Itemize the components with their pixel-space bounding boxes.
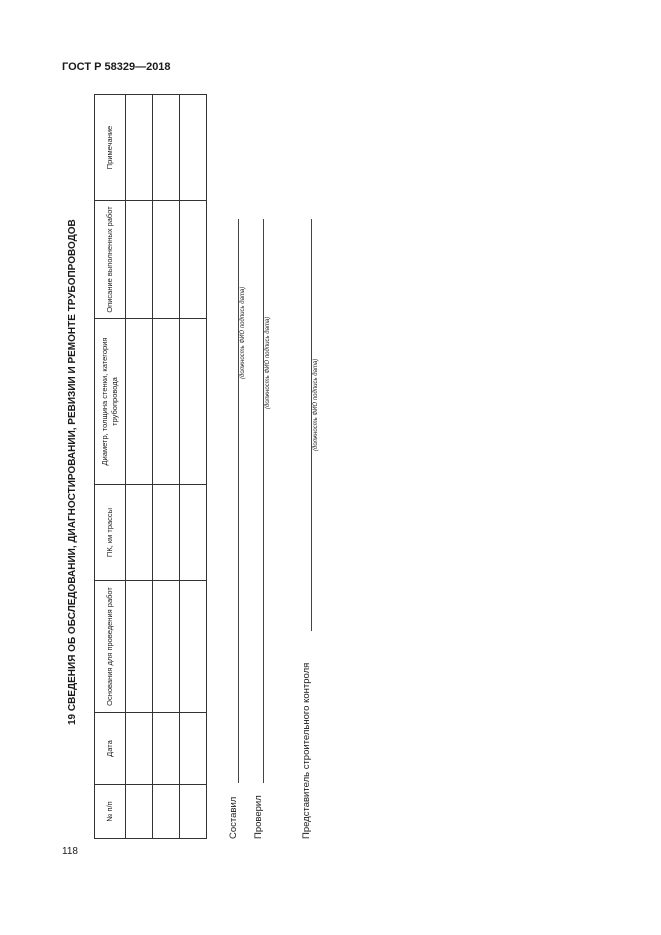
records-table [94,94,207,839]
table-cell[interactable] [180,581,207,713]
table-cell[interactable] [153,785,180,839]
signature-compiled-label: Составил [228,796,239,839]
table-cell[interactable] [180,95,207,201]
document-header: ГОСТ Р 58329—2018 [62,61,171,73]
table-cell[interactable] [126,319,153,485]
signature-representative [291,219,321,839]
table-cell[interactable] [126,581,153,713]
table-cell[interactable] [126,95,153,201]
table-cell[interactable] [126,713,153,785]
table-row [180,95,207,839]
table-cell[interactable] [126,201,153,319]
signature-checked-hint: (должность ФИО подпись дата) [265,316,271,409]
table-cell[interactable] [180,485,207,581]
table-cell[interactable] [153,485,180,581]
table-row [126,95,153,839]
table-cell[interactable] [126,485,153,581]
column-header-diameter: Диаметр, толщина стенки, категория трубопровода [95,319,126,485]
table-cell[interactable] [153,319,180,485]
table-cell[interactable] [153,581,180,713]
signature-representative-hint: (должность ФИО подпись дата) [313,358,319,451]
column-header-work-description: Описание выполненных работ [95,201,126,319]
table-cell[interactable] [180,713,207,785]
column-header-basis: Основания для проведения работ [95,581,126,713]
table-cell[interactable] [153,713,180,785]
signature-compiled-hint: (должность ФИО подпись дата) [240,286,246,379]
signature-checked-label: Проверил [253,795,264,839]
table-row [153,95,180,839]
signature-compiled-line[interactable] [238,219,239,783]
column-header-date: Дата [95,713,126,785]
signature-representative-label: Представитель строительного контроля [301,662,312,839]
table-cell[interactable] [180,785,207,839]
page-number: 118 [62,846,78,857]
table-cell[interactable] [153,201,180,319]
column-header-note: Примечание [95,95,126,201]
table-cell[interactable] [180,319,207,485]
signature-representative-line[interactable] [311,219,312,631]
table-cell[interactable] [180,201,207,319]
section-title: 19 СВЕДЕНИЯ ОБ ОБСЛЕДОВАНИИ, ДИАГНОСТИРОВАНИИ, РЕВИЗИИ И РЕМОНТЕ ТРУБОПРОВОДОВ [67,219,78,725]
table-cell[interactable] [126,785,153,839]
table-cell[interactable] [153,95,180,201]
column-header-pk-km: ПК, км трассы [95,485,126,581]
column-header-number: № п/п [95,785,126,839]
signature-checked-line[interactable] [263,219,264,783]
table-header-row [95,95,126,839]
signature-checked [243,219,273,839]
